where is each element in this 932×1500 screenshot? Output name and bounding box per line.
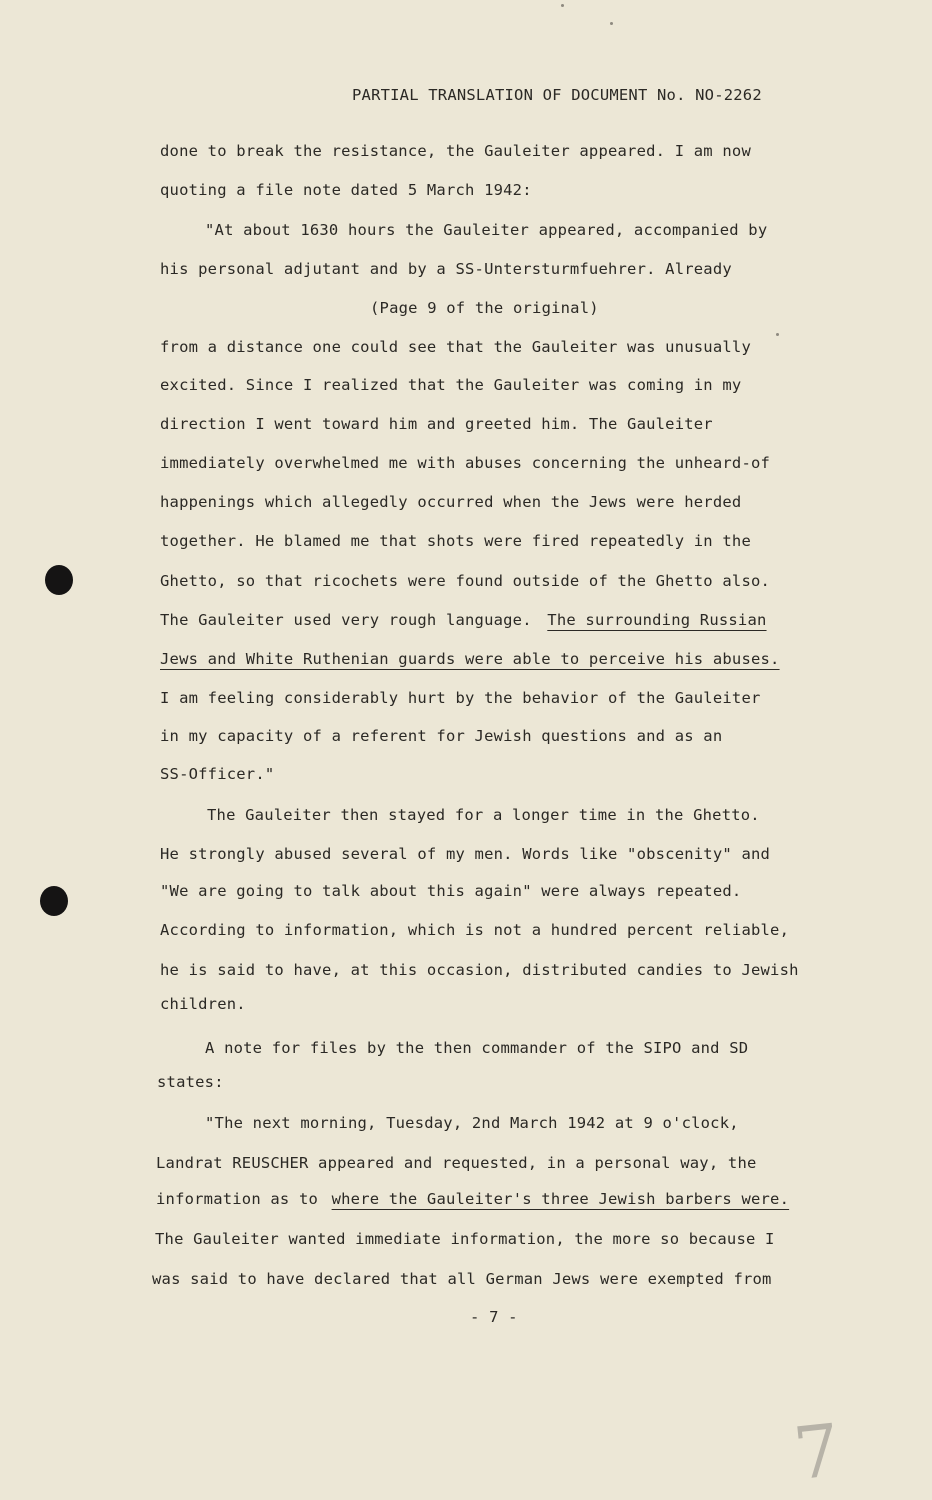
text-line: According to information, which is not a hundred percent reliable, [160, 921, 790, 939]
quote-line: in my capacity of a referent for Jewish questions and as an [160, 727, 723, 745]
punch-hole [40, 886, 68, 916]
quote-line: together. He blamed me that shots were fired repeatedly in the [160, 532, 751, 550]
speck [610, 22, 613, 25]
text-line: The Gauleiter then stayed for a longer time in the Ghetto. [207, 806, 760, 824]
quote-line: SS-Officer." [160, 765, 275, 783]
speck [776, 333, 779, 336]
text-line: he is said to have, at this occasion, distributed candies to Jewish [160, 961, 799, 979]
quote-line: happenings which allegedly occurred when the Jews were herded [160, 493, 742, 511]
speck [561, 4, 564, 7]
quote-line: I am feeling considerably hurt by the behavior of the Gauleiter [160, 689, 761, 707]
quote-line [160, 611, 767, 629]
text-line: states: [157, 1073, 224, 1091]
text-line: He strongly abused several of my men. Words like "obscenity" and [160, 845, 771, 863]
underlined-line: Jews and White Ruthenian guards were able to perceive his abuses. [160, 650, 780, 668]
quote-line: "At about 1630 hours the Gauleiter appeared, accompanied by [205, 221, 768, 239]
quote-line: immediately overwhelmed me with abuses concerning the unheard-of [160, 454, 771, 472]
quote-line: Landrat REUSCHER appeared and requested, in a personal way, the [156, 1154, 757, 1172]
quote-line: his personal adjutant and by a SS-Untersturmfuehrer. Already [160, 260, 732, 278]
page-number: - 7 - [470, 1308, 518, 1326]
handwritten-page-number: 7 [789, 1407, 845, 1497]
page-reference: (Page 9 of the original) [370, 299, 599, 317]
quote-line: was said to have declared that all German Jews were exempted from [152, 1270, 772, 1288]
quote-line: The Gauleiter wanted immediate information, the more so because I [155, 1230, 775, 1248]
quote-line: "The next morning, Tuesday, 2nd March 1942 at 9 o'clock, [205, 1114, 739, 1132]
quote-text: The Gauleiter used very rough language. [160, 611, 532, 629]
quote-text: information as to [156, 1190, 319, 1208]
text-line: children. [160, 995, 246, 1013]
underlined-text: The surrounding Russian [547, 611, 767, 629]
quote-line: direction I went toward him and greeted him. The Gauleiter [160, 415, 713, 433]
quote-line: from a distance one could see that the Gauleiter was unusually [160, 338, 751, 356]
quote-line: Ghetto, so that ricochets were found outside of the Ghetto also. [160, 572, 771, 590]
text-line: A note for files by the then commander of the SIPO and SD [205, 1039, 749, 1057]
underlined-text: where the Gauleiter's three Jewish barbers were. [331, 1190, 790, 1208]
text-line: "We are going to talk about this again" were always repeated. [160, 882, 742, 900]
punch-hole [45, 565, 73, 595]
text-line: done to break the resistance, the Gauleiter appeared. I am now [160, 142, 751, 160]
text-line: quoting a file note dated 5 March 1942: [160, 181, 532, 199]
page-header: PARTIAL TRANSLATION OF DOCUMENT No. NO-2262 [352, 86, 762, 104]
quote-line: excited. Since I realized that the Gauleiter was coming in my [160, 376, 742, 394]
quote-line [156, 1190, 789, 1208]
